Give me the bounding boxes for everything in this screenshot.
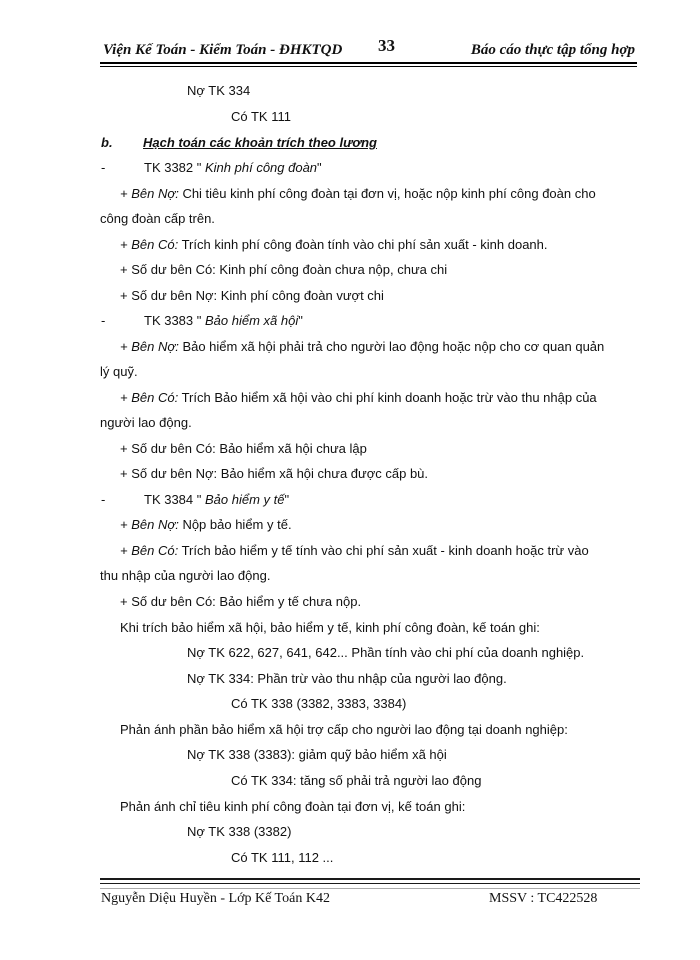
footer-rule	[100, 883, 640, 884]
footer-student-id: MSSV : TC422528	[489, 891, 598, 906]
account-heading-3383: TK 3383 " Bảo hiểm xã hội"	[144, 313, 303, 328]
section-title: Hạch toán các khoản trích theo lương	[143, 135, 377, 150]
page-header	[103, 36, 635, 62]
text-line: + Số dư bên Nợ: Bảo hiểm xã hội chưa được cấp bù.	[120, 466, 429, 481]
text-line: + Bên Có: Trích kinh phí công đoàn tính vào chi phí sản xuất - kinh doanh.	[120, 237, 548, 252]
account-heading-3384: TK 3384 " Bảo hiểm y tế"	[144, 492, 290, 507]
text-line: thu nhập của người lao động.	[100, 568, 271, 583]
entry-line: Có TK 338 (3382, 3383, 3384)	[231, 696, 407, 711]
text-line: + Số dư bên Nợ: Kinh phí công đoàn vượt chi	[120, 288, 384, 303]
header-rule-thin	[100, 66, 637, 67]
entry-line: Có TK 334: tăng số phải trả người lao động	[231, 773, 482, 788]
bullet-dash: -	[101, 492, 106, 507]
entry-line: Có TK 111	[231, 109, 291, 124]
entry-line: Nợ TK 622, 627, 641, 642... Phần tính vào chi phí của doanh nghiệp.	[187, 645, 585, 660]
entry-line: Có TK 111, 112 ...	[231, 850, 334, 865]
footer-author: Nguyễn Diệu Huyền - Lớp Kế Toán K42	[101, 891, 330, 906]
text-line: + Bên Nợ: Chi tiêu kinh phí công đoàn tại đơn vị, hoặc nộp kinh phí công đoàn cho	[120, 186, 596, 201]
text-line: + Bên Có: Trích Bảo hiểm xã hội vào chi phí kinh doanh hoặc trừ vào thu nhập của	[120, 390, 597, 405]
footer-rule	[100, 878, 640, 880]
section-letter: b.	[101, 135, 113, 150]
text-line: + Số dư bên Có: Bảo hiểm y tế chưa nộp.	[120, 594, 362, 609]
text-line: + Bên Có: Trích bảo hiểm y tế tính vào chi phí sản xuất - kinh doanh hoặc trừ vào	[120, 543, 589, 558]
text-line: Phản ánh chỉ tiêu kinh phí công đoàn tại đơn vị, kế toán ghi:	[120, 799, 466, 814]
text-line: Phản ánh phần bảo hiểm xã hội trợ cấp cho người lao động tại doanh nghiệp:	[120, 722, 568, 737]
bullet-dash: -	[101, 160, 106, 175]
header-institute: Viện Kế Toán - Kiểm Toán - ĐHKTQD	[103, 42, 343, 58]
header-rule	[100, 62, 637, 64]
text-line: lý quỹ.	[100, 364, 138, 379]
header-report-title: Báo cáo thực tập tổng hợp	[470, 42, 635, 58]
text-line: Khi trích bảo hiểm xã hội, bảo hiểm y tế, kinh phí công đoàn, kế toán ghi:	[120, 620, 540, 635]
entry-line: Nợ TK 334	[187, 83, 251, 98]
text-line: công đoàn cấp trên.	[100, 211, 215, 226]
bullet-dash: -	[101, 313, 106, 328]
footer-rule	[100, 888, 640, 889]
entry-line: Nợ TK 338 (3383): giảm quỹ bảo hiểm xã hội	[187, 747, 447, 762]
text-line: người lao động.	[100, 415, 192, 430]
text-line: + Bên Nợ: Bảo hiểm xã hội phải trả cho người lao động hoặc nộp cho cơ quan quản	[120, 339, 605, 354]
text-line: + Số dư bên Có: Kinh phí công đoàn chưa nộp, chưa chi	[120, 262, 448, 277]
text-line: + Bên Nợ: Nộp bảo hiểm y tế.	[120, 517, 292, 532]
entry-line: Nợ TK 334: Phần trừ vào thu nhập của người lao động.	[187, 671, 507, 686]
text-line: + Số dư bên Có: Bảo hiểm xã hội chưa lập	[120, 441, 367, 456]
page-number: 33	[378, 36, 395, 55]
account-heading-3382: TK 3382 " Kinh phí công đoàn"	[144, 160, 322, 175]
entry-line: Nợ TK 338 (3382)	[187, 824, 292, 839]
